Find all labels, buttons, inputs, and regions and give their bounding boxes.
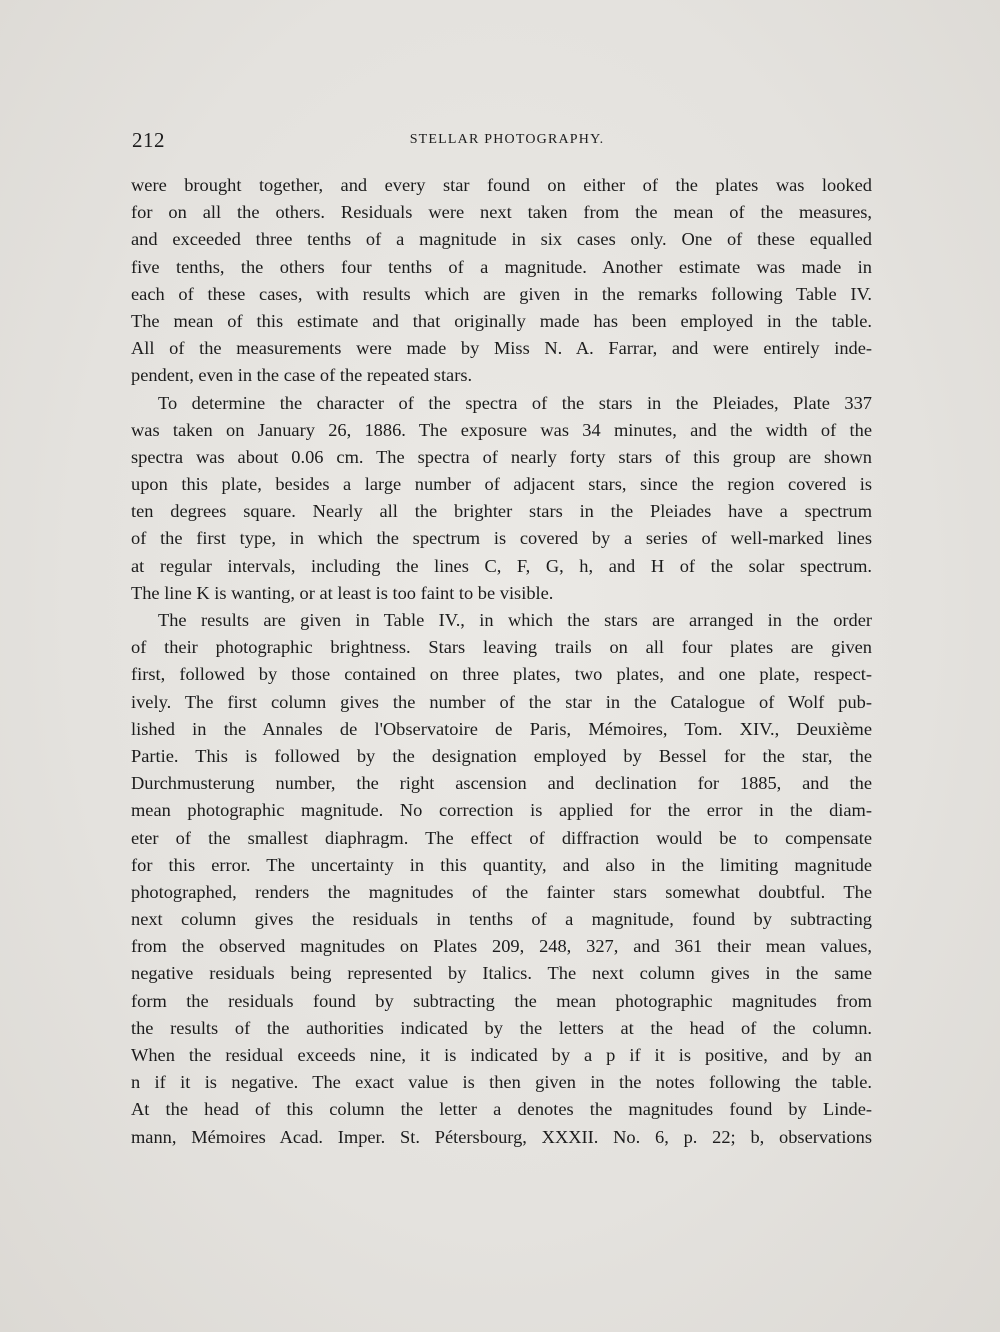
- page-number: 212: [132, 128, 165, 152]
- paragraph-first-line: The results are given in Table IV., in which the stars are arranged in the order: [158, 610, 872, 630]
- page-header: [132, 128, 872, 158]
- text-line: next column gives the residuals in tenths of a magnitude, found by subtracting: [131, 909, 872, 930]
- text-line: from the observed magnitudes on Plates 209, 248, 327, and 361 their mean values,: [131, 936, 872, 957]
- text-line: eter of the smallest diaphragm. The effect of diffraction would be to compensate: [131, 827, 872, 848]
- text-line: negative residuals being represented by Italics. The next column gives in the same: [131, 963, 872, 984]
- text-line: at regular intervals, including the lines C, F, G, h, and H of the solar spectrum.: [131, 555, 872, 576]
- text-line: The mean of this estimate and that originally made has been employed in the table.: [131, 310, 872, 331]
- body-text: [131, 172, 872, 1151]
- text-line: Partie. This is followed by the designation employed by Bessel for the star, the: [131, 745, 872, 766]
- text-line: lished in the Annales de l'Observatoire de Paris, Mémoires, Tom. XIV., Deuxième: [131, 718, 872, 739]
- text-line: mean photographic magnitude. No correction is applied for the error in the diam-: [131, 800, 872, 821]
- text-line: form the residuals found by subtracting the mean photographic magnitudes from: [131, 990, 872, 1011]
- text-line: mann, Mémoires Acad. Imper. St. Pétersbourg, XXXII. No. 6, p. 22; b, observations: [131, 1126, 872, 1147]
- text-line: for on all the others. Residuals were next taken from the mean of the measures,: [131, 202, 872, 223]
- running-title: STELLAR PHOTOGRAPHY.: [409, 132, 605, 147]
- text-line: for this error. The uncertainty in this quantity, and also in the limiting magnitude: [131, 854, 872, 875]
- text-line: n if it is negative. The exact value is then given in the notes following the table.: [131, 1072, 872, 1093]
- text-line: was taken on January 26, 1886. The exposure was 34 minutes, and the width of the: [131, 419, 872, 440]
- text-line: Durchmusterung number, the right ascension and declination for 1885, and the: [131, 773, 872, 794]
- text-line: ively. The first column gives the number of the star in the Catalogue of Wolf pub-: [131, 691, 872, 712]
- text-line: ten degrees square. Nearly all the brighter stars in the Pleiades have a spectrum: [131, 501, 872, 522]
- text-line: first, followed by those contained on three plates, two plates, and one plate, respect-: [131, 664, 872, 685]
- text-line: of the first type, in which the spectrum is covered by a series of well-marked lines: [131, 528, 872, 549]
- text-line: The line K is wanting, or at least is too faint to be visible.: [131, 582, 554, 603]
- text-line: spectra was about 0.06 cm. The spectra of nearly forty stars of this group are shown: [131, 446, 872, 467]
- text-line: the results of the authorities indicated by the letters at the head of the column.: [131, 1017, 872, 1038]
- text-line: of their photographic brightness. Stars leaving trails on all four plates are given: [131, 637, 872, 658]
- text-line: each of these cases, with results which are given in the remarks following Table IV.: [131, 283, 872, 304]
- text-line: All of the measurements were made by Miss N. A. Farrar, and were entirely inde-: [131, 338, 872, 359]
- paragraph-first-line: To determine the character of the spectra of the stars in the Pleiades, Plate 337: [158, 392, 872, 413]
- text-line: pendent, even in the case of the repeated stars.: [131, 365, 473, 386]
- text-line: photographed, renders the magnitudes of the fainter stars somewhat doubtful. The: [131, 881, 872, 902]
- text-line: five tenths, the others four tenths of a magnitude. Another estimate was made in: [131, 256, 872, 277]
- text-line: and exceeded three tenths of a magnitude in six cases only. One of these equalled: [131, 229, 872, 250]
- text-line: were brought together, and every star found on either of the plates was looked: [131, 175, 872, 195]
- text-line: upon this plate, besides a large number of adjacent stars, since the region covered is: [131, 474, 872, 495]
- text-line: When the residual exceeds nine, it is indicated by a p if it is positive, and by an: [131, 1045, 872, 1065]
- text-line: At the head of this column the letter a denotes the magnitudes found by Linde-: [131, 1099, 872, 1120]
